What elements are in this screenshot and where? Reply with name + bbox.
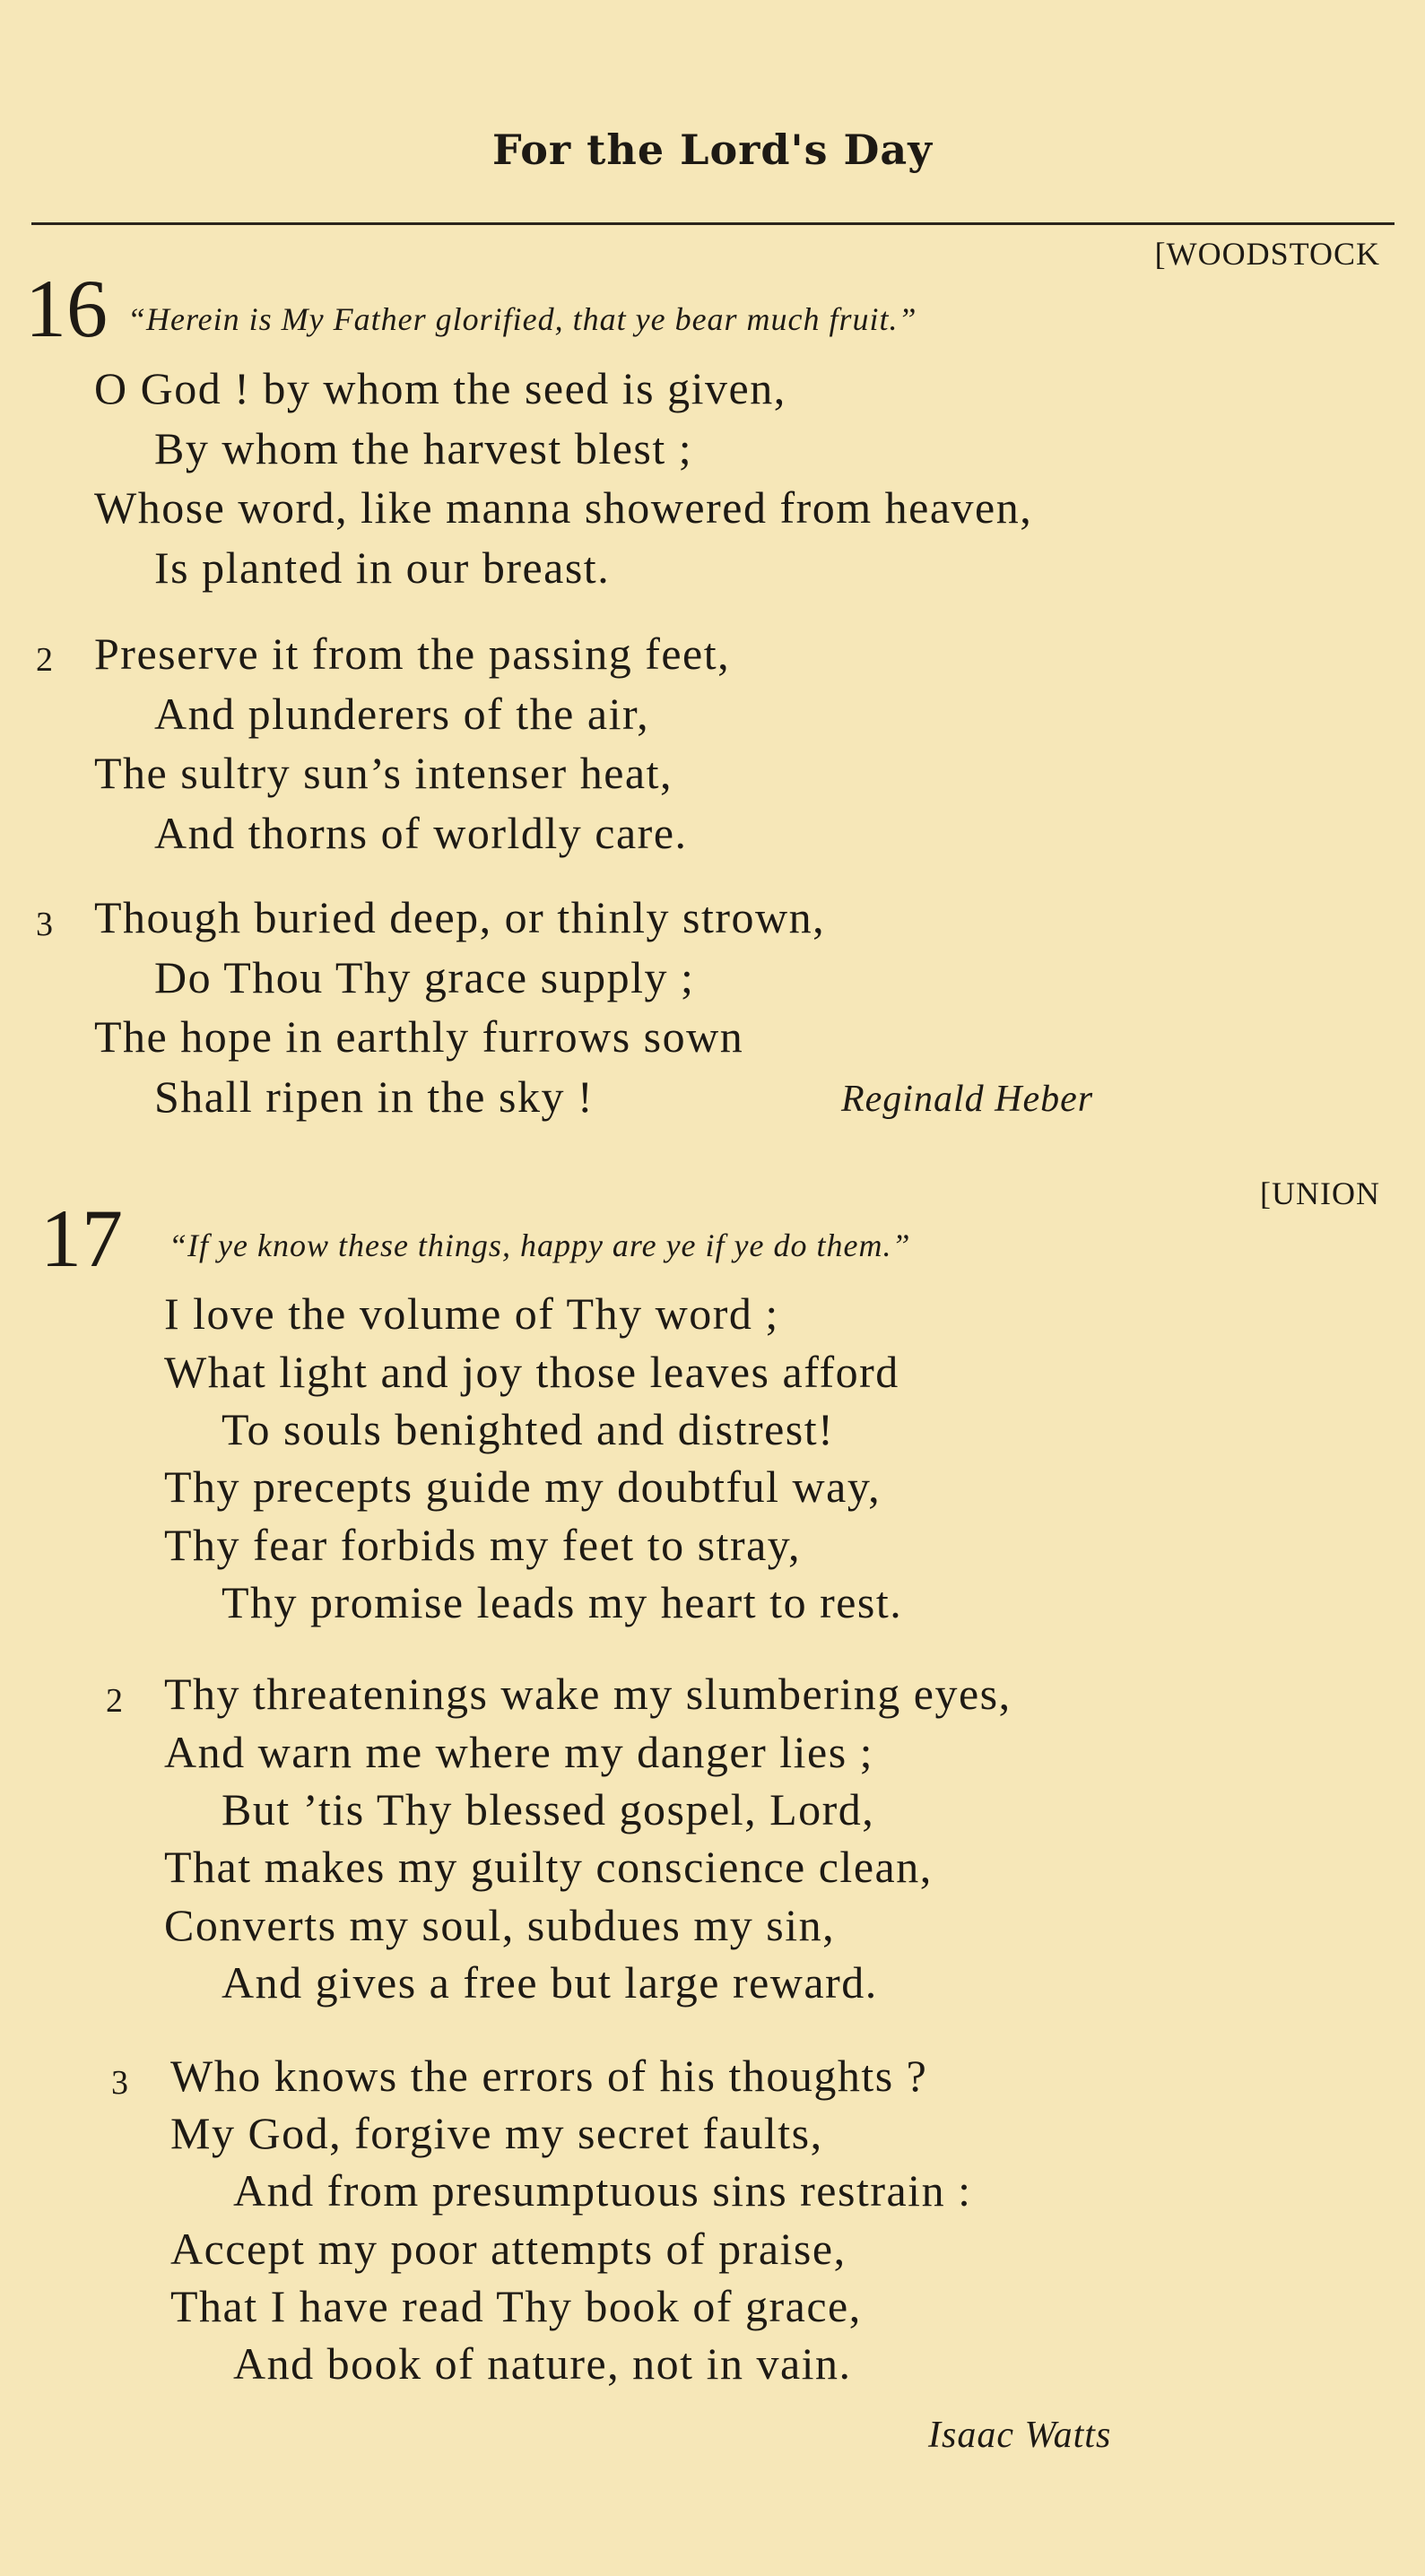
- stanza-number: 2: [36, 641, 53, 679]
- hymn-line: Whose word, like manna showered from heaven,: [94, 482, 1033, 533]
- hymn-number-17: 17: [40, 1193, 123, 1284]
- hymn-line: O God ! by whom the seed is given,: [94, 363, 786, 413]
- stanza-number: 3: [111, 2064, 128, 2102]
- hymn-line: Thy precepts guide my doubtful way,: [164, 1461, 882, 1512]
- tune-name-16: [WOODSTOCK: [1154, 236, 1380, 272]
- hymn-line: Is planted in our breast.: [154, 542, 611, 593]
- hymn-line: The hope in earthly furrows sown: [94, 1011, 744, 1062]
- hymn-line: I love the volume of Thy word ;: [164, 1288, 779, 1339]
- hymn-line: But ’tis Thy blessed gospel, Lord,: [222, 1784, 875, 1834]
- hymn-line: And plunderers of the air,: [154, 689, 650, 739]
- hymn-line: And gives a free but large reward.: [222, 1957, 878, 2008]
- hymn-line: By whom the harvest blest ;: [154, 423, 693, 473]
- hymn-line: Thy threatenings wake my slumbering eyes,: [164, 1669, 1012, 1719]
- hymn-line: That I have read Thy book of grace,: [170, 2281, 862, 2331]
- hymn-line: Shall ripen in the sky !: [154, 1071, 595, 1122]
- hymn-line: That makes my guilty conscience clean,: [164, 1842, 933, 1892]
- hymn-line: Accept my poor attempts of praise,: [170, 2224, 847, 2274]
- hymn-line: Converts my soul, subdues my sin,: [164, 1900, 836, 1950]
- hymn-line: Thy fear forbids my feet to stray,: [164, 1520, 802, 1570]
- stanza-number: 3: [36, 906, 53, 943]
- stanza-number: 2: [106, 1682, 123, 1720]
- running-head: For the Lord's Day: [492, 126, 933, 174]
- hymn-line: Do Thou Thy grace supply ;: [154, 952, 695, 1002]
- hymn-line: And thorns of worldly care.: [154, 808, 688, 858]
- hymn-line: And book of nature, not in vain.: [233, 2338, 852, 2389]
- hymn-line: To souls benighted and distrest!: [222, 1404, 835, 1454]
- hymn-line: My God, forgive my secret faults,: [170, 2108, 823, 2158]
- hymn-line: Preserve it from the passing feet,: [94, 629, 731, 679]
- hymn-line: And from presumptuous sins restrain :: [233, 2165, 972, 2216]
- hymn-author-16: Reginald Heber: [841, 1079, 1094, 1120]
- hymn-line: Though buried deep, or thinly strown,: [94, 892, 826, 942]
- tune-name-17: [UNION: [1260, 1175, 1380, 1211]
- hymn-line: Who knows the errors of his thoughts ?: [170, 2051, 928, 2101]
- hymn-line: What light and joy those leaves afford: [164, 1347, 899, 1397]
- header-rule: [31, 222, 1395, 225]
- hymn-epigraph-16: “Herein is My Father glorified, that ye bear much fruit.”: [127, 301, 917, 337]
- hymn-line: The sultry sun’s intenser heat,: [94, 748, 673, 798]
- hymn-number-16: 16: [25, 263, 108, 354]
- hymn-epigraph-17: “If ye know these things, happy are ye if ye do them.”: [169, 1227, 911, 1263]
- hymn-line: Thy promise leads my heart to rest.: [222, 1577, 903, 1627]
- hymn-author-17: Isaac Watts: [928, 2415, 1112, 2456]
- hymn-line: And warn me where my danger lies ;: [164, 1727, 874, 1777]
